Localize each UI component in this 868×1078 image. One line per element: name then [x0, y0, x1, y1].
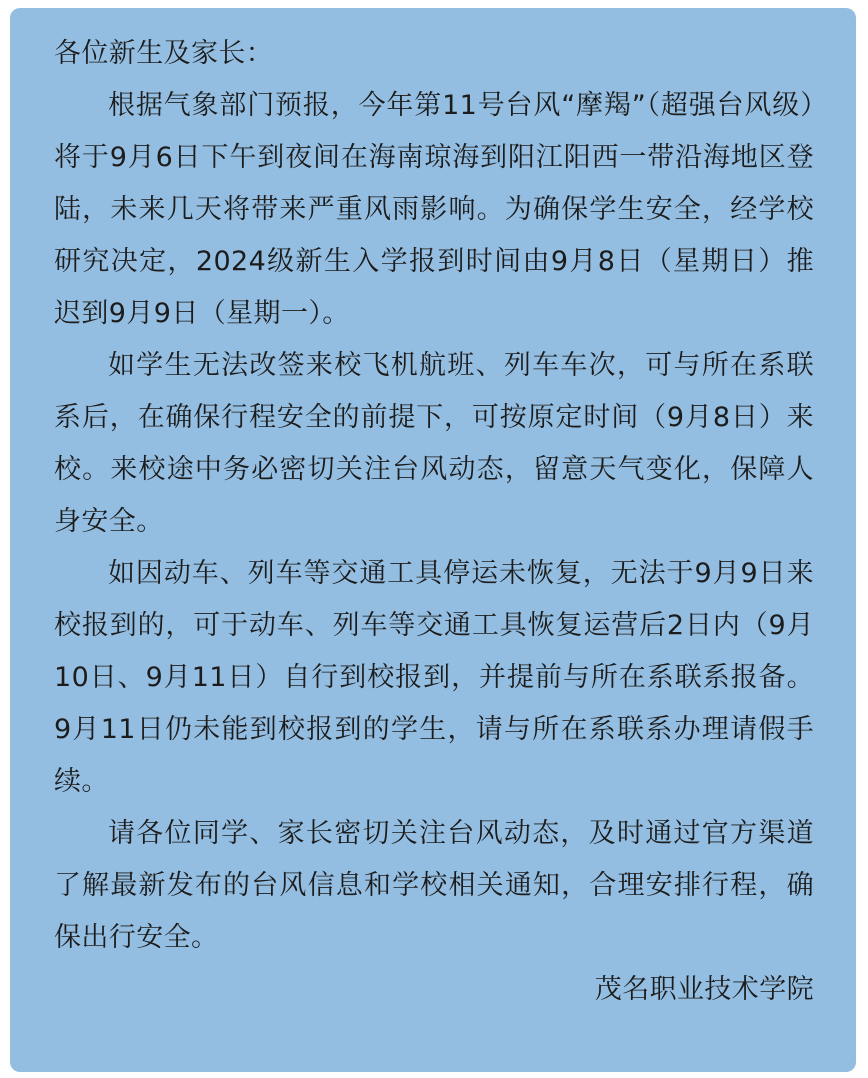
notice-paragraph-3: 如因动车、列车等交通工具停运未恢复，无法于9月9日来校报到的，可于动车、列车等交通工具恢复运营后2日内（9月10日、9月11日）自行到校报到，并提前与所在系联系报备。9月11日仍未能到校报到的学生，请与所在系联系办理请假手续。 — [54, 558, 814, 797]
notice-paragraph-1: 根据气象部门预报，今年第11号台风“摩羯”（超强台风级）将于9月6日下午到夜间在海南琼海到阳江阳西一带沿海地区登陆，未来几天将带来严重风雨影响。为确保学生安全，经学校研究决定，2024级新生入学报到时间由9月8日（星期日）推迟到9月9日（星期一）。 — [54, 90, 814, 329]
notice-paragraph-2: 如学生无法改签来校飞机航班、列车车次，可与所在系联系后，在确保行程安全的前提下，可按原定时间（9月8日）来校。来校途中务必密切关注台风动态，留意天气变化，保障人身安全。 — [54, 350, 814, 537]
notice-signature: 茂名职业技术学院 — [594, 974, 814, 1005]
notice-card — [10, 8, 856, 1072]
notice-body — [54, 28, 814, 1016]
notice-salutation: 各位新生及家长： — [54, 38, 274, 69]
notice-paragraph-4: 请各位同学、家长密切关注台风动态，及时通过官方渠道了解最新发布的台风信息和学校相关通知，合理安排行程，确保出行安全。 — [54, 818, 814, 953]
